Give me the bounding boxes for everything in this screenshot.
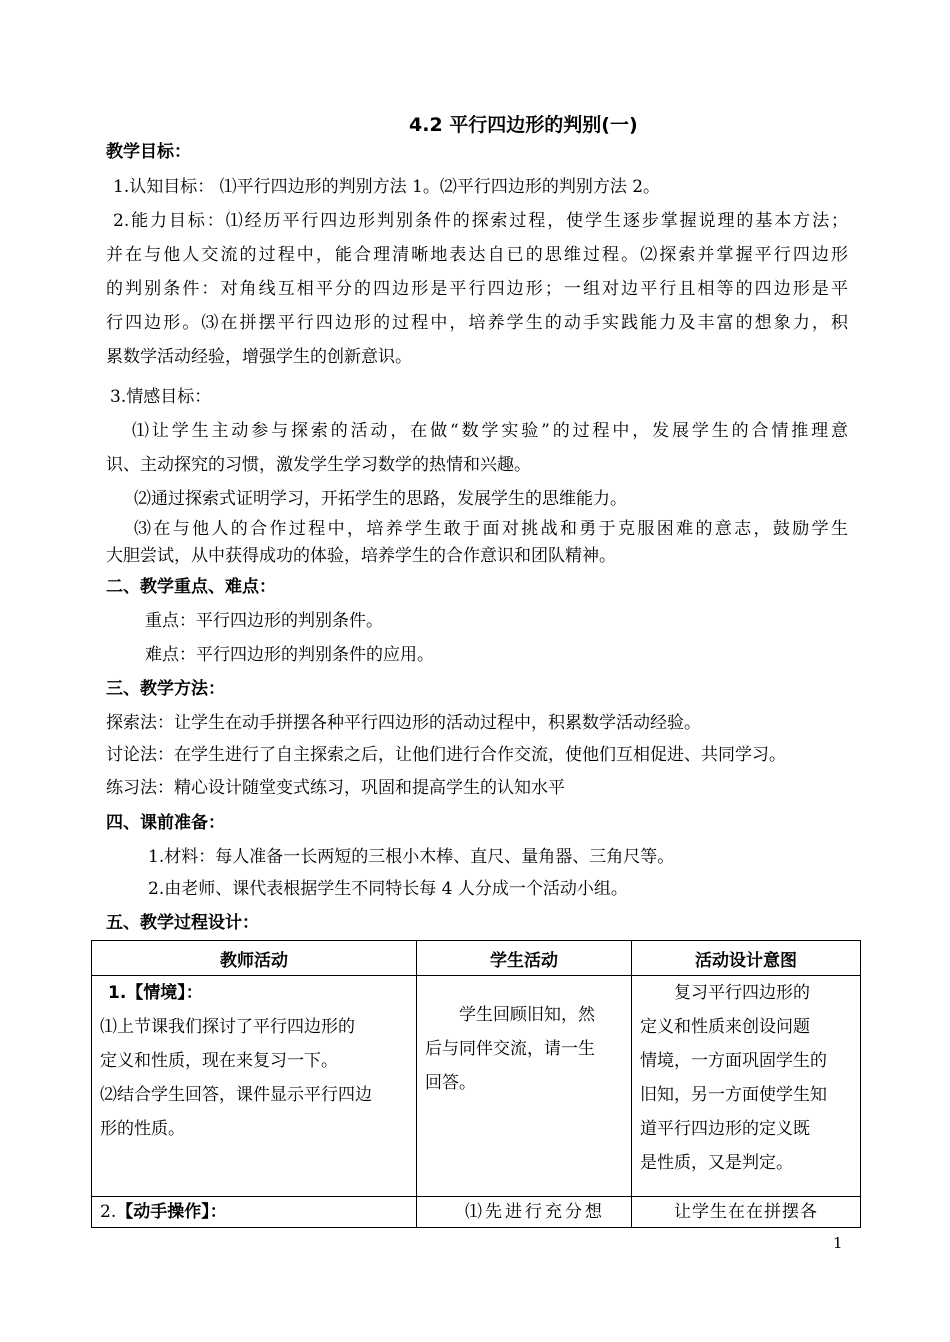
ability-line-1: 2.能力目标：⑴经历平行四边形判别条件的探索过程，使学生逐步掌握说理的基本方法； <box>113 211 848 231</box>
teacher-line: ⑵结合学生回答，课件显示平行四边 <box>100 1085 372 1105</box>
emotion-line-3: ⑵通过探索式证明学习，开拓学生的思路，发展学生的思维能力。 <box>134 489 627 509</box>
intent-line: 定义和性质来创设问题 <box>640 1017 810 1037</box>
preparation-heading: 四、课前准备： <box>106 813 225 833</box>
method-discuss: 讨论法：在学生进行了自主探索之后，让他们进行合作交流，使他们互相促进、共同学习。 <box>106 745 786 765</box>
emotion-line-1: ⑴让学生主动参与探索的活动，在做“数学实验”的过程中，发展学生的合情推理意 <box>132 421 848 441</box>
emotion-line-2: 识、主动探究的习惯，激发学生学习数学的热情和兴趣。 <box>106 455 531 475</box>
ability-line-5: 累数学活动经验，增强学生的创新意识。 <box>106 347 412 367</box>
intent-cell <box>632 976 861 1197</box>
difficulty-text: 难点：平行四边形的判别条件的应用。 <box>145 645 434 665</box>
preparation-groups: 2.由老师、课代表根据学生不同特长每 4 人分成一个活动小组。 <box>148 879 628 899</box>
intent-line: 让学生在在拼摆各 <box>674 1202 818 1222</box>
header-intent: 活动设计意图 <box>632 941 861 976</box>
page-number: 1 <box>833 1234 843 1252</box>
header-teacher: 教师活动 <box>92 941 417 976</box>
operation-title: 2.【动手操作】： <box>100 1202 227 1222</box>
intent-line: 是性质，又是判定。 <box>640 1153 793 1173</box>
intent-cell <box>632 1197 861 1228</box>
key-points-heading: 二、教学重点、难点： <box>106 577 276 597</box>
table-row <box>92 976 861 1197</box>
student-cell <box>417 1197 632 1228</box>
teacher-line: ⑴上节课我们探讨了平行四边形的 <box>100 1017 355 1037</box>
ability-line-3: 的判别条件：对角线互相平分的四边形是平行四边形；一组对边平行且相等的四边形是平 <box>106 279 848 299</box>
ability-line-2: 并在与他人交流的过程中，能合理清晰地表达自已的思维过程。⑵探索并掌握平行四边形 <box>106 245 848 265</box>
header-student: 学生活动 <box>417 941 632 976</box>
table-row <box>92 1197 861 1228</box>
teacher-line: 定义和性质，现在来复习一下。 <box>100 1051 338 1071</box>
cognitive-objective: 1.认知目标： ⑴平行四边形的判别方法 1。⑵平行四边形的判别方法 2。 <box>113 177 661 197</box>
objectives-heading: 教学目标： <box>106 142 191 162</box>
table-header-row <box>92 941 861 976</box>
methods-heading: 三、教学方法： <box>106 679 225 699</box>
emotion-line-5: 大胆尝试，从中获得成功的体验，培养学生的合作意识和团队精神。 <box>106 546 616 566</box>
emotion-heading: 3.情感目标： <box>110 387 212 407</box>
teacher-line: 形的性质。 <box>100 1119 185 1139</box>
method-practice: 练习法：精心设计随堂变式练习，巩固和提高学生的认知水平 <box>106 778 565 798</box>
student-line: 后与同伴交流，请一生 <box>425 1039 595 1059</box>
method-explore: 探索法：让学生在动手拼摆各种平行四边形的活动过程中，积累数学活动经验。 <box>106 713 701 733</box>
intent-line: 旧知，另一方面使学生知 <box>640 1085 827 1105</box>
ability-line-4: 行四边形。⑶在拼摆平行四边形的过程中，培养学生的动手实践能力及丰富的想象力，积 <box>106 313 848 333</box>
process-table <box>91 940 861 1228</box>
preparation-materials: 1.材料：每人准备一长两短的三根小木棒、直尺、量角器、三角尺等。 <box>148 847 675 867</box>
situation-title: 1.【情境】： <box>108 983 203 1003</box>
student-line: 学生回顾旧知，然 <box>459 1005 595 1025</box>
page-title: 4.2 平行四边形的判别(一) <box>409 114 638 136</box>
process-heading: 五、教学过程设计： <box>106 913 259 933</box>
teacher-cell <box>92 1197 417 1228</box>
student-line: 回答。 <box>425 1073 476 1093</box>
teacher-cell <box>92 976 417 1197</box>
focus-text: 重点：平行四边形的判别条件。 <box>145 611 383 631</box>
intent-line: 情境，一方面巩固学生的 <box>640 1051 827 1071</box>
emotion-line-4: ⑶在与他人的合作过程中，培养学生敢于面对挑战和勇于克服困难的意志，鼓励学生 <box>134 519 848 539</box>
student-cell <box>417 976 632 1197</box>
intent-line: 道平行四边形的定义既 <box>640 1119 810 1139</box>
intent-line: 复习平行四边形的 <box>674 983 810 1003</box>
student-line: ⑴先进行充分想 <box>465 1202 605 1222</box>
